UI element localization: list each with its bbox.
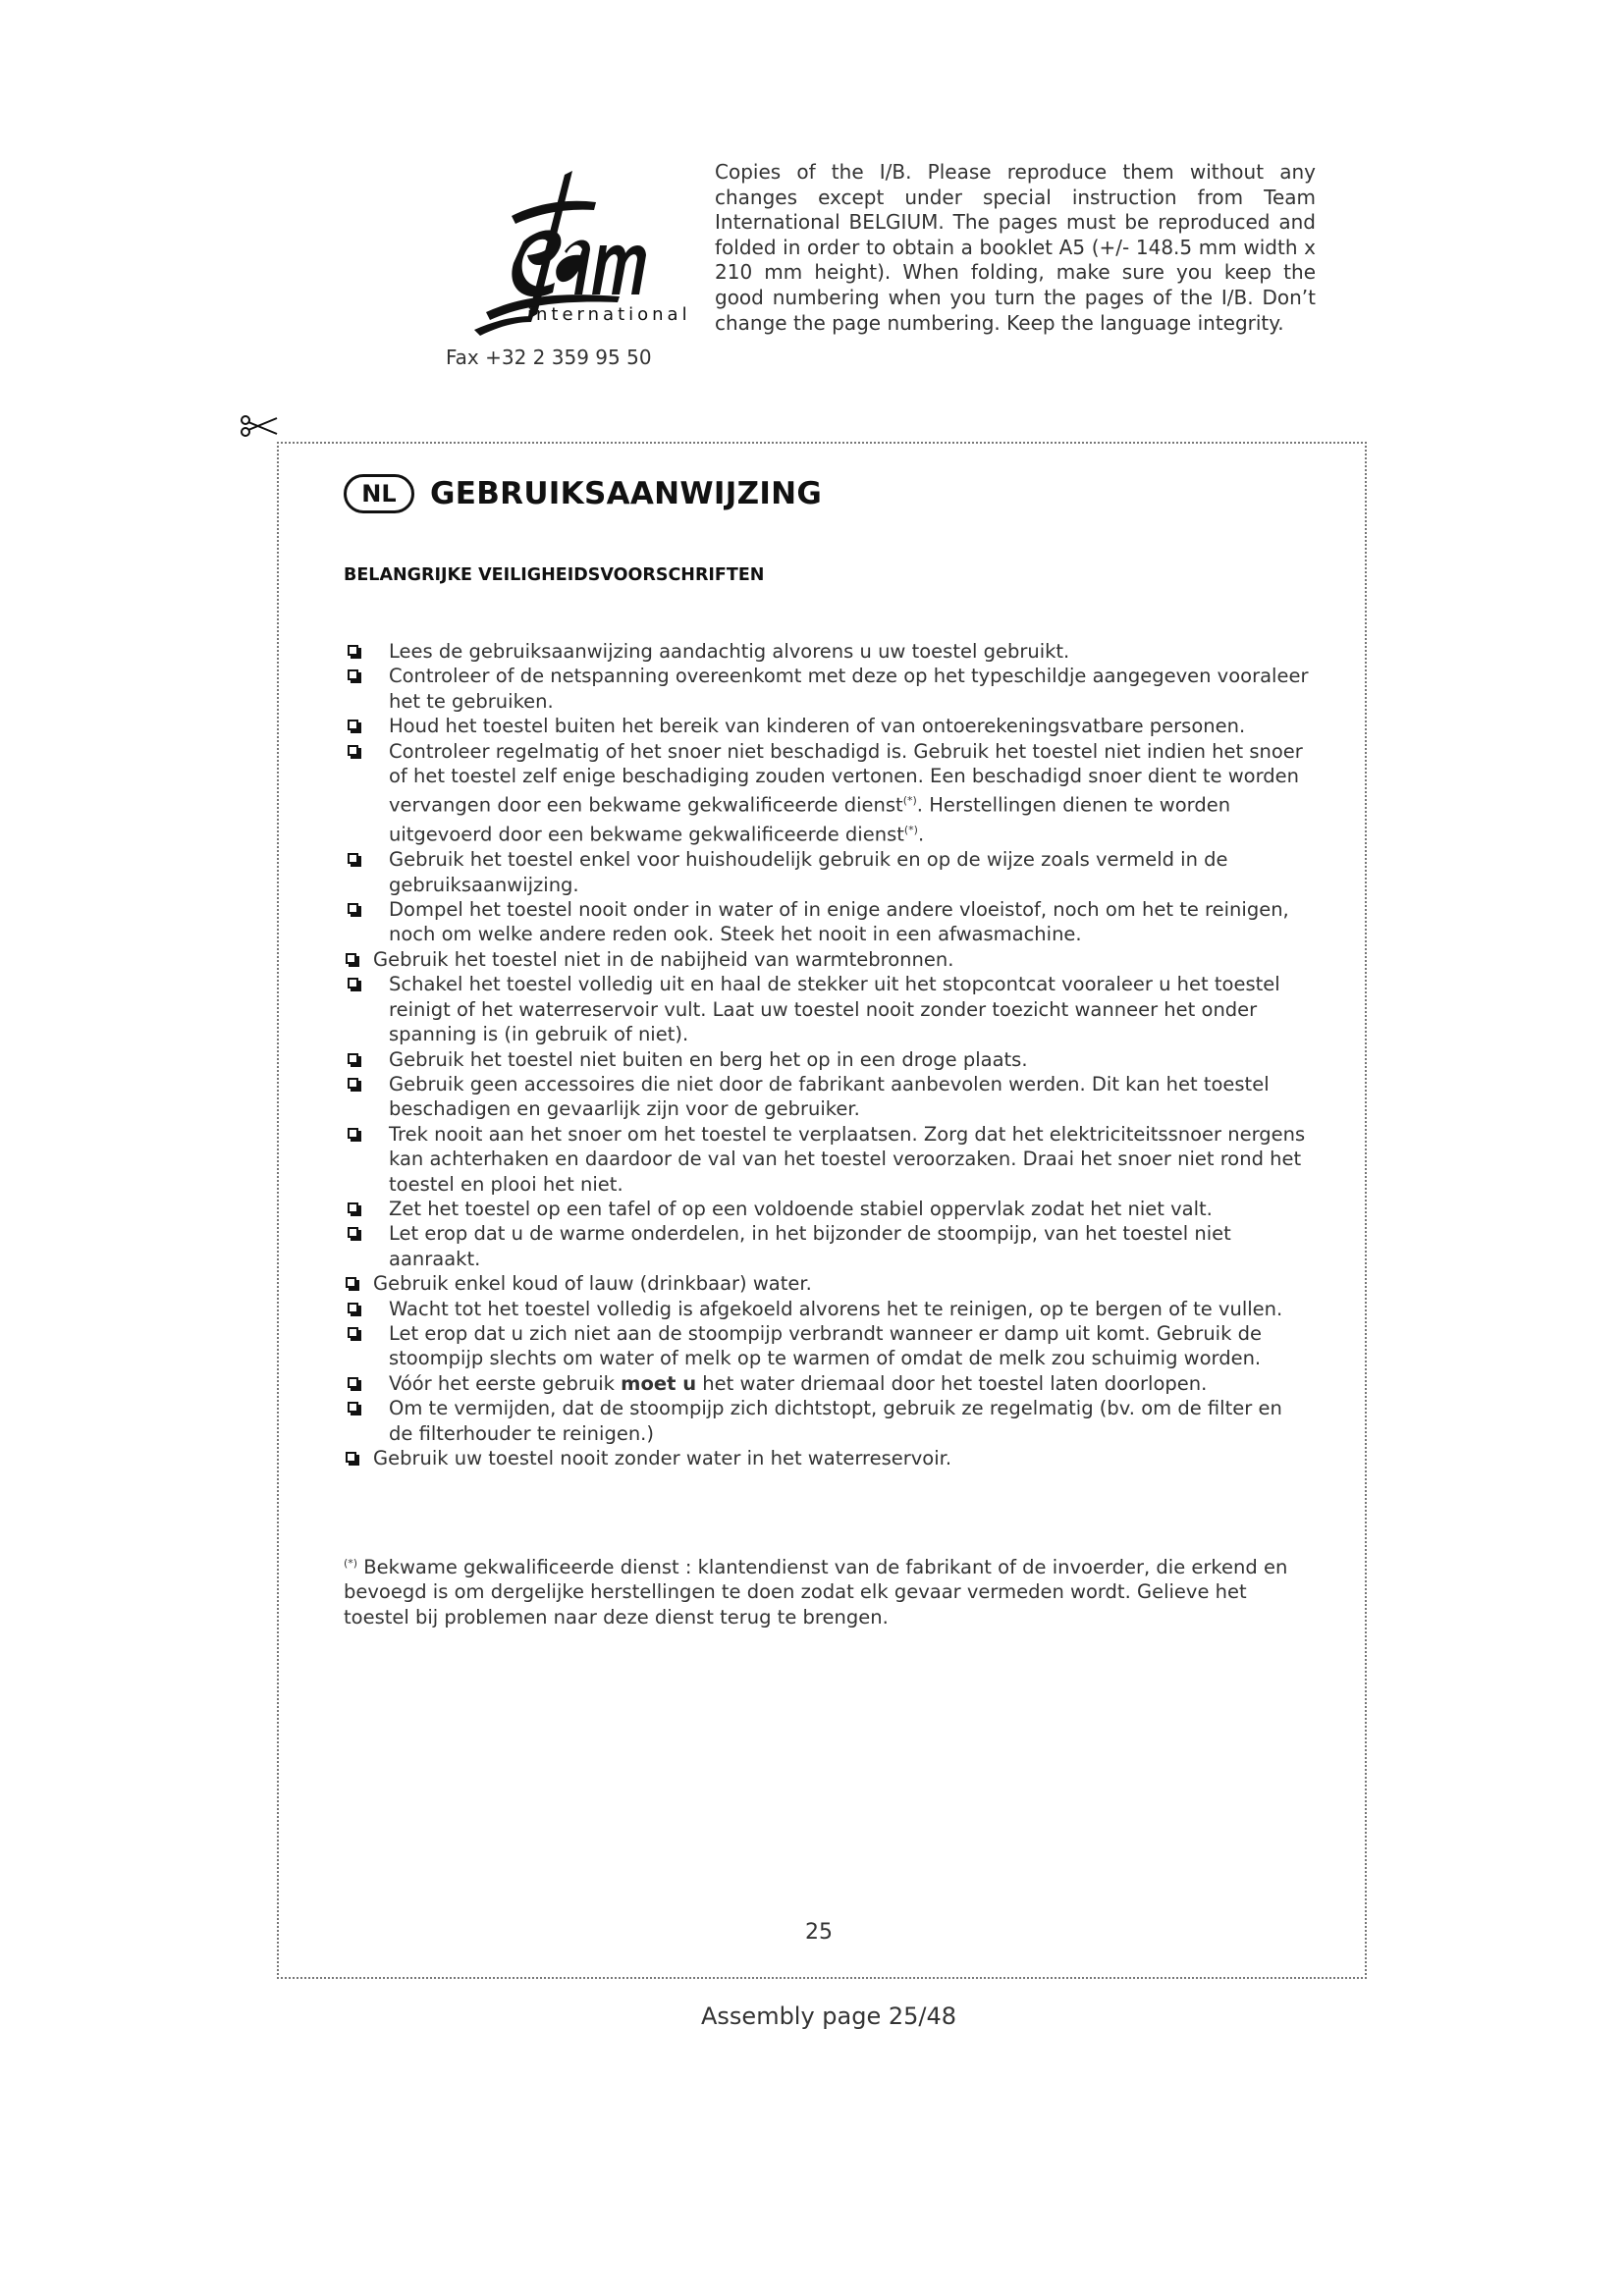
checkbox-bullet-icon [348,1377,358,1388]
list-item: Zet het toestel op een tafel of op een voldoende stabiel oppervlak zodat het niet valt. [344,1197,1310,1221]
checkbox-bullet-icon [348,903,358,914]
list-item: Wacht tot het toestel volledig is afgekoeld alvorens het te reinigen, op te bergen of te vullen. [344,1297,1310,1321]
checkbox-bullet-icon [348,720,358,730]
fax-number: Fax +32 2 359 95 50 [446,346,652,369]
footnote-mark: (*) [344,1557,358,1570]
list-item: Gebruik geen accessoires die niet door de fabrikant aanbevolen werden. Dit kan het toestel beschadigen en gevaarlijk zijn voor de gebruiker. [344,1072,1310,1122]
checkbox-bullet-icon [348,1227,358,1238]
checkbox-bullet-icon [348,669,358,680]
checkbox-bullet-icon [348,1303,358,1313]
list-item: Let erop dat u de warme onderdelen, in het bijzonder de stoompijp, van het toestel niet aanraakt. [344,1221,1310,1271]
checkbox-bullet-icon [348,1053,358,1064]
list-item: Gebruik het toestel niet buiten en berg het op in een droge plaats. [344,1047,1310,1072]
page-number: 25 [805,1920,833,1945]
checkbox-bullet-icon [348,978,358,988]
list-item: Gebruik uw toestel nooit zonder water in het waterreservoir. [344,1446,1310,1470]
checkbox-bullet-icon [348,645,358,656]
list-item: Let erop dat u zich niet aan de stoompijp verbrandt wanneer er damp uit komt. Gebruik de stoompijp slechts om water of melk op te warmen of omdat de melk zou schuimig worden. [344,1321,1310,1371]
list-item: Gebruik het toestel niet in de nabijheid van warmtebronnen. [344,947,1310,972]
checkbox-bullet-icon [348,1202,358,1213]
list-item: Gebruik enkel koud of lauw (drinkbaar) water. [344,1271,1310,1296]
list-item: Om te vermijden, dat de stoompijp zich dichtstopt, gebruik ze regelmatig (bv. om de filter en de filterhouder te reinigen.) [344,1396,1310,1446]
scissors-icon [240,410,279,444]
reproduction-instructions: Copies of the I/B. Please reproduce them without any changes except under special instruction from Team International BELGIUM. The pages must be reproduced and folded in order to obtain a booklet A5 (+/- 148.5 mm width x 210 mm height). When folding, make sure you keep the good numbering when you turn the pages of the I/B. Don’t change the page numbering. Keep the language integrity. [715,160,1316,335]
list-item: Gebruik het toestel enkel voor huishoudelijk gebruik en op de wijze zoals vermeld in de gebruiksaanwijzing. [344,847,1310,897]
page-title: GEBRUIKSAANWIJZING [430,476,823,511]
list-item: Dompel het toestel nooit onder in water of in enige andere vloeistof, noch om het te reinigen, noch om welke andere reden ook. Steek het nooit in een afwasmachine. [344,897,1310,947]
checkbox-bullet-icon [348,1327,358,1338]
checkbox-bullet-icon [346,1452,356,1463]
assembly-page-label: Assembly page 25/48 [701,2002,957,2030]
list-item: Schakel het toestel volledig uit en haal de stekker uit het stopcontcat vooraleer u het toestel reinigt of het waterreservoir vult. Laat uw toestel nooit zonder toezicht wanneer het onder spanning is (in gebruik of niet). [344,972,1310,1046]
checkbox-bullet-icon [346,1277,356,1288]
list-item: Controleer regelmatig of het snoer niet beschadigd is. Gebruik het toestel niet indien het snoer of het toestel zelf enige beschadiging zouden vertonen. Een beschadigd snoer dient te worden vervangen door een bekwame gekwalificeerde dienst(*). Herstellingen dienen te worden uitgevoerd door een bekwame gekwalificeerde dienst(*). [344,739,1310,848]
list-item: Trek nooit aan het snoer om het toestel te verplaatsen. Zorg dat het elektriciteitssnoer nergens kan achterhaken en daardoor de val van het toestel veroorzaken. Draai het snoer niet rond het toestel en plooi het niet. [344,1122,1310,1197]
footnote-text: Bekwame gekwalificeerde dienst : klantendienst van de fabrikant of de invoerder, die erkend en bevoegd is om dergelijke herstellingen te doen zodat elk gevaar vermeden wordt. Gelieve het toestel bij problemen naar deze dienst terug te brengen. [344,1556,1288,1629]
list-item: Controleer of de netspanning overeenkomt met deze op het typeschildje aangegeven vooraleer het te gebruiken. [344,664,1310,714]
checkbox-bullet-icon [348,853,358,864]
checkbox-bullet-icon [348,1128,358,1139]
team-logo [417,147,691,373]
list-item: Lees de gebruiksaanwijzing aandachtig alvorens u uw toestel gebruikt. [344,639,1310,664]
section-heading: BELANGRIJKE VEILIGHEIDSVOORSCHRIFTEN [344,565,765,585]
language-badge: NL [344,474,414,513]
checkbox-bullet-icon [348,1402,358,1413]
checkbox-bullet-icon [348,745,358,756]
footnote [344,1551,1296,1629]
safety-list [344,639,1310,1470]
checkbox-bullet-icon [346,953,356,964]
list-item: Vóór het eerste gebruik moet u het water driemaal door het toestel laten doorlopen. [344,1371,1310,1396]
list-item: Houd het toestel buiten het bereik van kinderen of van ontoerekeningsvatbare personen. [344,714,1310,738]
title-row [344,471,822,516]
checkbox-bullet-icon [348,1078,358,1089]
logo-subtext: international [527,304,691,325]
